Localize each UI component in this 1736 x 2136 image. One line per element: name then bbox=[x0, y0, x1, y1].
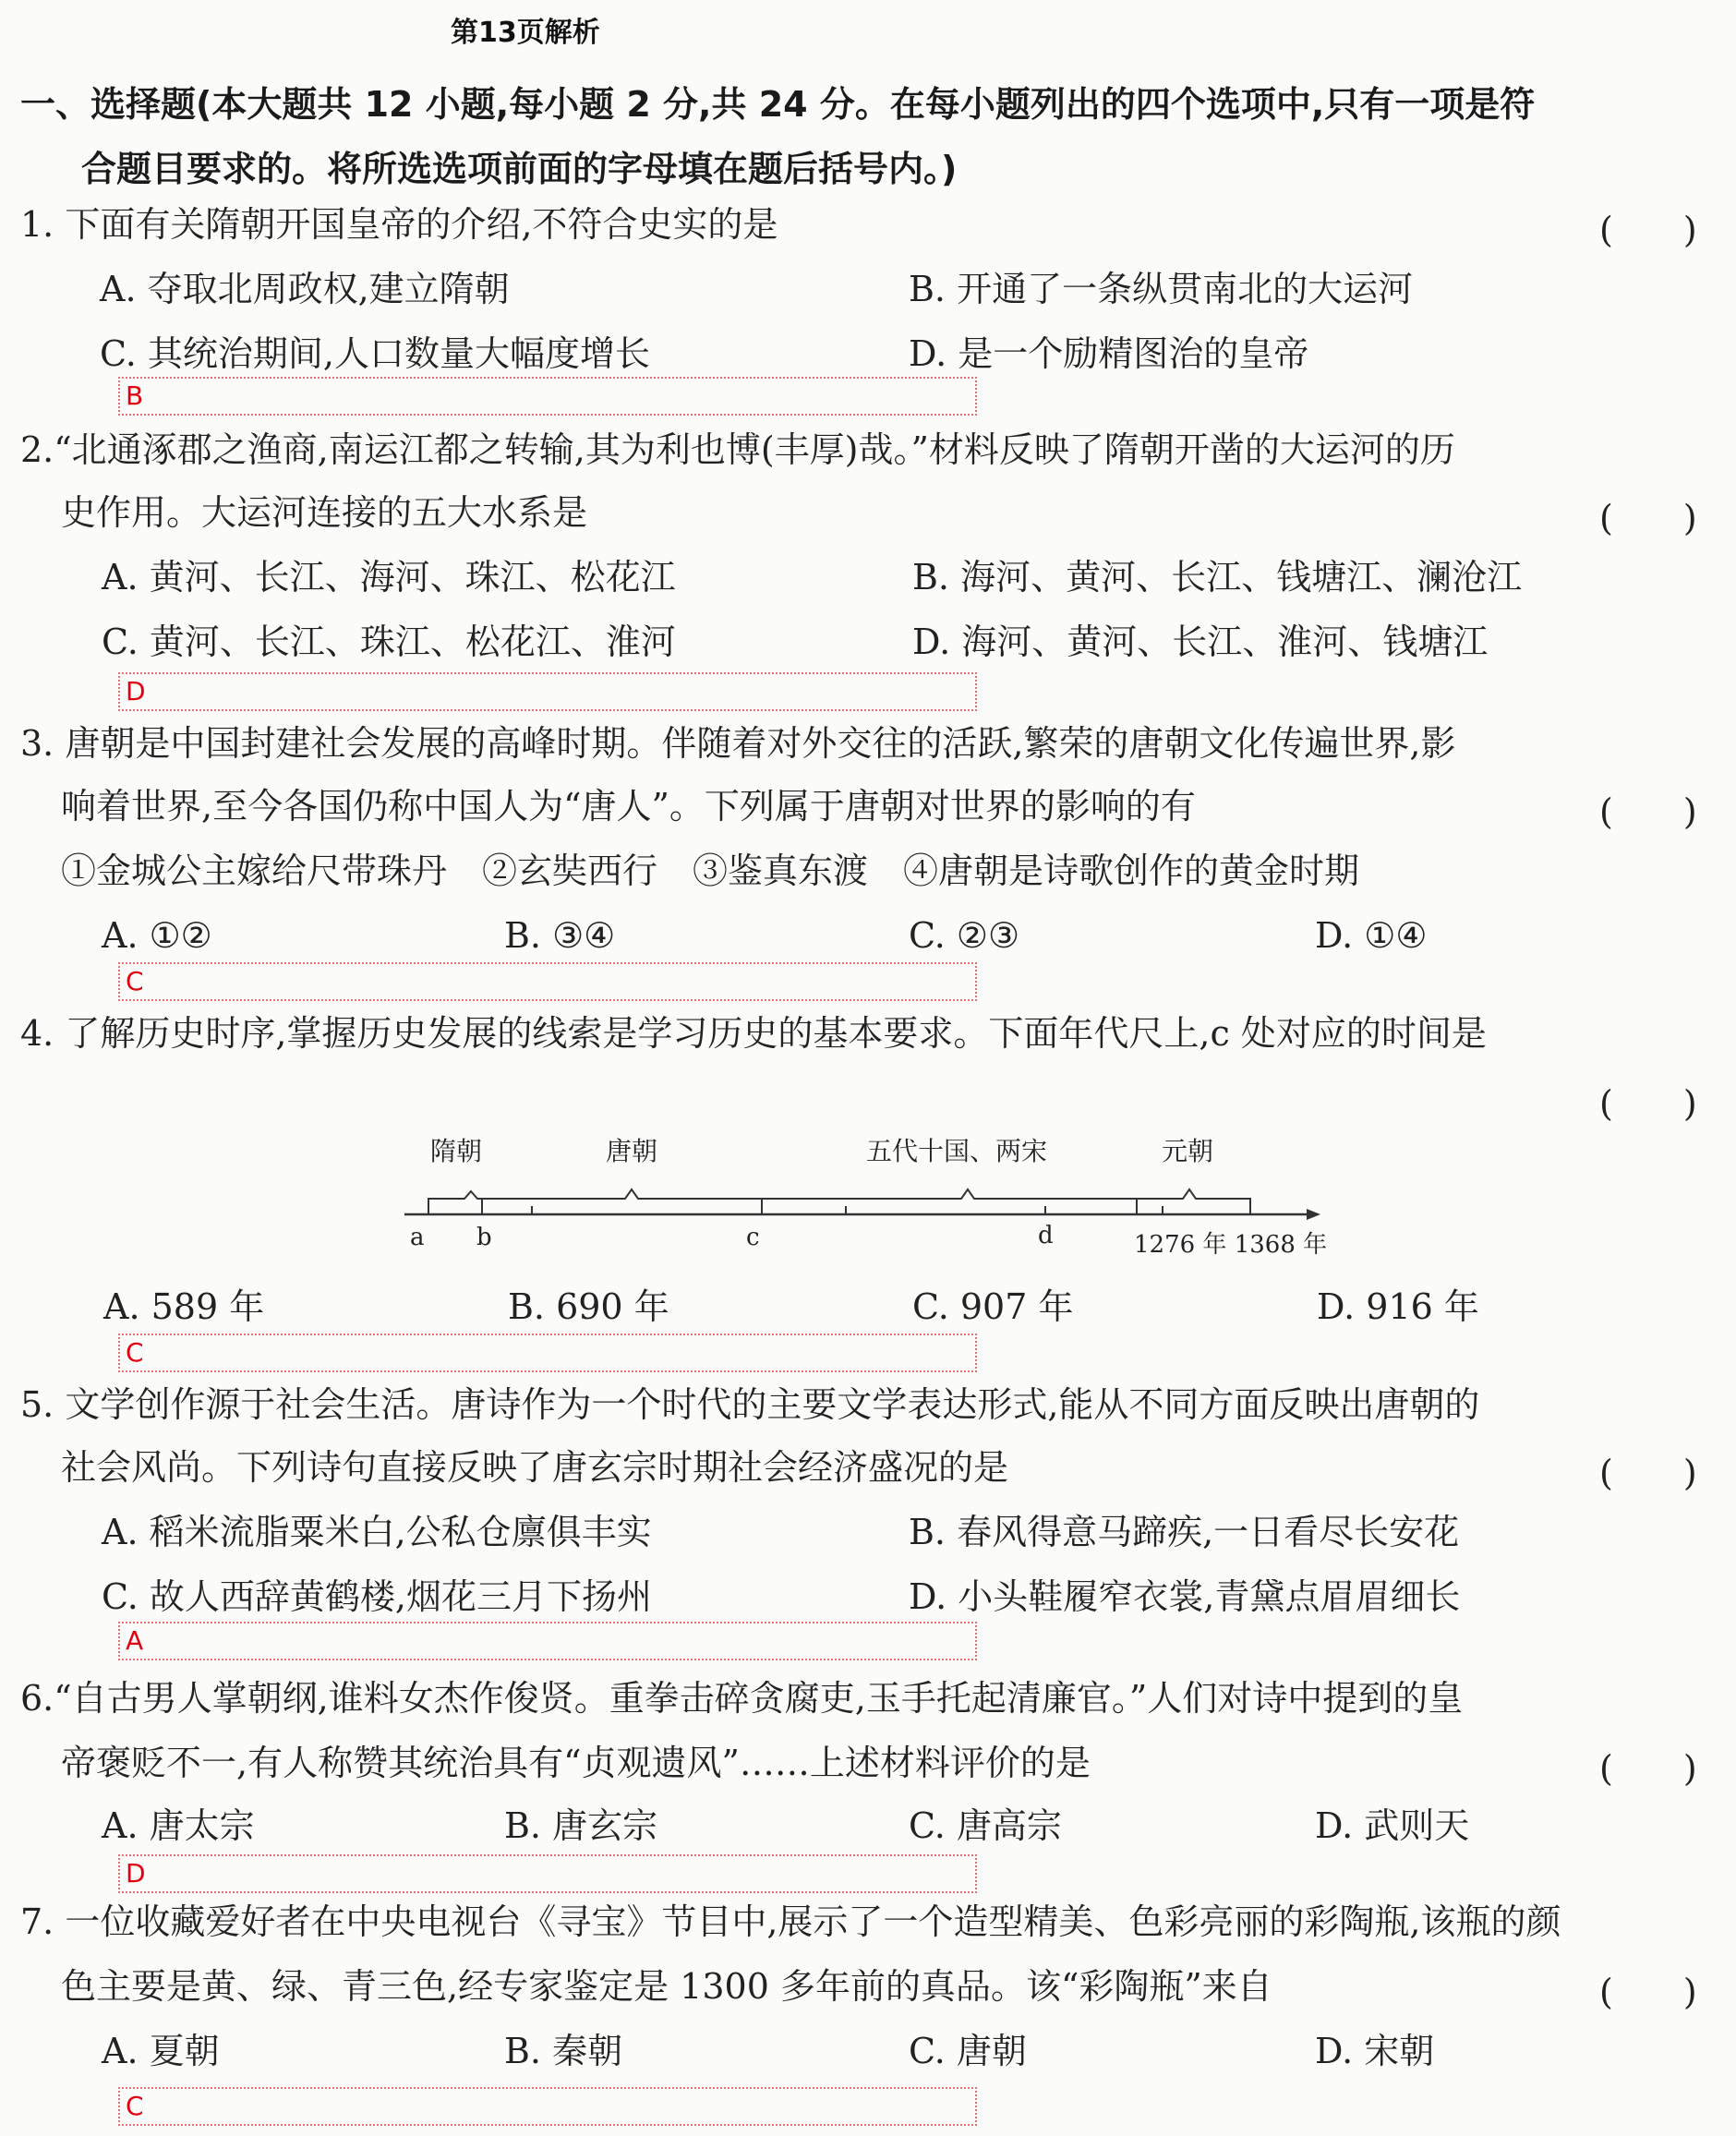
answer-bracket: ( ) bbox=[1599, 1083, 1697, 1124]
option-d: D. 小头鞋履窄衣裳,青黛点眉眉细长 bbox=[909, 1576, 1461, 1617]
option-b: B. 春风得意马蹄疾,一日看尽长安花 bbox=[909, 1512, 1460, 1552]
question-2-stem-line-1: 2.“北通涿郡之渔商,南运江都之转输,其为利也博(丰厚)哉。”材料反映了隋朝开凿的大运河的历 bbox=[20, 429, 1455, 470]
option-a: A. 唐太宗 bbox=[102, 1805, 255, 1846]
option-b: B. 开通了一条纵贯南北的大运河 bbox=[909, 269, 1414, 309]
period-label-five-dynasties-song: 五代十国、两宋 bbox=[866, 1136, 1048, 1166]
answer-box: B bbox=[118, 377, 977, 416]
option-a: A. 夺取北周政权,建立隋朝 bbox=[100, 269, 510, 309]
question-7-stem-line-2: 色主要是黄、绿、青三色,经专家鉴定是 1300 多年前的真品。该“彩陶瓶”来自 bbox=[61, 1966, 1272, 2007]
question-4-stem: 4. 了解历史时序,掌握历史发展的线索是学习历史的基本要求。下面年代尺上,c 处对应的时间是 bbox=[20, 1013, 1487, 1054]
option-b: B. 秦朝 bbox=[504, 2031, 623, 2071]
answer-bracket: ( ) bbox=[1599, 1453, 1697, 1493]
question-6-stem-line-1: 6.“自古男人掌朝纲,谁料女杰作俊贤。重拳击碎贪腐吏,玉手托起清廉官。”人们对诗中提到的皇 bbox=[20, 1678, 1464, 1719]
section-heading-line-2: 合题目要求的。将所选选项前面的字母填在题后括号内。) bbox=[81, 149, 958, 189]
period-label-yuan: 元朝 bbox=[1162, 1136, 1214, 1166]
option-b: B. 690 年 bbox=[508, 1286, 669, 1327]
option-b: B. 海河、黄河、长江、钱塘江、澜沧江 bbox=[912, 557, 1523, 597]
question-2-stem-line-2: 史作用。大运河连接的五大水系是 bbox=[61, 492, 588, 533]
answer-box: D bbox=[118, 672, 977, 711]
option-d: D. 武则天 bbox=[1315, 1805, 1470, 1846]
period-label-tang: 唐朝 bbox=[606, 1136, 658, 1166]
question-1-stem: 1. 下面有关隋朝开国皇帝的介绍,不符合史实的是 bbox=[20, 204, 778, 245]
question-3-stem-line-2: 响着世界,至今各国仍称中国人为“唐人”。下列属于唐朝对世界的影响的有 bbox=[61, 786, 1196, 827]
option-c: C. 907 年 bbox=[912, 1286, 1074, 1327]
answer-box: D bbox=[118, 1854, 977, 1893]
answer-box: A bbox=[118, 1622, 977, 1660]
question-5-stem-line-1: 5. 文学创作源于社会生活。唐诗作为一个时代的主要文学表达形式,能从不同方面反映出唐朝的 bbox=[20, 1384, 1480, 1425]
option-a: A. 夏朝 bbox=[102, 2031, 220, 2071]
answer-box: C bbox=[118, 1333, 977, 1372]
option-d: D. 海河、黄河、长江、淮河、钱塘江 bbox=[912, 621, 1489, 662]
point-label-c: c bbox=[746, 1224, 760, 1251]
option-d: D. 是一个励精图治的皇帝 bbox=[909, 333, 1309, 374]
point-label-b: b bbox=[476, 1224, 492, 1251]
answer-bracket: ( ) bbox=[1599, 791, 1697, 832]
option-d: D. 宋朝 bbox=[1315, 2031, 1435, 2071]
option-c: C. 唐朝 bbox=[909, 2031, 1027, 2071]
answer-box: C bbox=[118, 962, 977, 1001]
option-a: A. 589 年 bbox=[103, 1286, 265, 1327]
page-title: 第13页解析 bbox=[451, 17, 600, 49]
option-a: A. ①② bbox=[102, 915, 212, 956]
question-7-stem-line-1: 7. 一位收藏爱好者在中央电视台《寻宝》节目中,展示了一个造型精美、色彩亮丽的彩陶瓶,该瓶的颜 bbox=[20, 1901, 1561, 1942]
option-c: C. 故人西辞黄鹤楼,烟花三月下扬州 bbox=[102, 1576, 652, 1617]
option-d: D. ①④ bbox=[1315, 915, 1428, 956]
year-labels: 1276 年 1368 年 bbox=[1134, 1231, 1328, 1259]
option-b: B. 唐玄宗 bbox=[504, 1805, 658, 1846]
option-a: A. 黄河、长江、海河、珠江、松花江 bbox=[102, 557, 676, 597]
option-c: C. ②③ bbox=[909, 915, 1020, 956]
point-label-d: d bbox=[1038, 1222, 1054, 1249]
option-d: D. 916 年 bbox=[1317, 1286, 1479, 1327]
section-heading-line-1: 一、选择题(本大题共 12 小题,每小题 2 分,共 24 分。在每小题列出的四个选项中,只有一项是符 bbox=[20, 84, 1536, 125]
answer-bracket: ( ) bbox=[1599, 1972, 1697, 2012]
section-heading bbox=[20, 72, 1719, 201]
option-c: C. 其统治期间,人口数量大幅度增长 bbox=[100, 333, 650, 374]
question-6-stem-line-2: 帝褒贬不一,有人称赞其统治具有“贞观遗风”……上述材料评价的是 bbox=[61, 1743, 1091, 1783]
point-label-a: a bbox=[410, 1224, 425, 1251]
answer-box: C bbox=[118, 2087, 977, 2126]
option-c: C. 黄河、长江、珠江、松花江、淮河 bbox=[102, 621, 676, 662]
question-3-stem-line-1: 3. 唐朝是中国封建社会发展的高峰时期。伴随着对外交往的活跃,繁荣的唐朝文化传遍世界,影 bbox=[20, 723, 1456, 764]
option-c: C. 唐高宗 bbox=[909, 1805, 1062, 1846]
period-label-sui: 隋朝 bbox=[430, 1136, 483, 1166]
answer-bracket: ( ) bbox=[1599, 498, 1697, 538]
option-b: B. ③④ bbox=[504, 915, 616, 956]
answer-bracket: ( ) bbox=[1599, 1748, 1697, 1789]
answer-bracket: ( ) bbox=[1599, 210, 1697, 250]
option-a: A. 稻米流脂粟米白,公私仓廪俱丰实 bbox=[102, 1512, 652, 1552]
question-3-stem-line-3: ①金城公主嫁给尺带珠丹 ②玄奘西行 ③鉴真东渡 ④唐朝是诗歌创作的黄金时期 bbox=[61, 851, 1360, 891]
question-5-stem-line-2: 社会风尚。下列诗句直接反映了唐玄宗时期社会经济盛况的是 bbox=[61, 1447, 1009, 1488]
timeline-diagram bbox=[397, 1136, 1348, 1265]
